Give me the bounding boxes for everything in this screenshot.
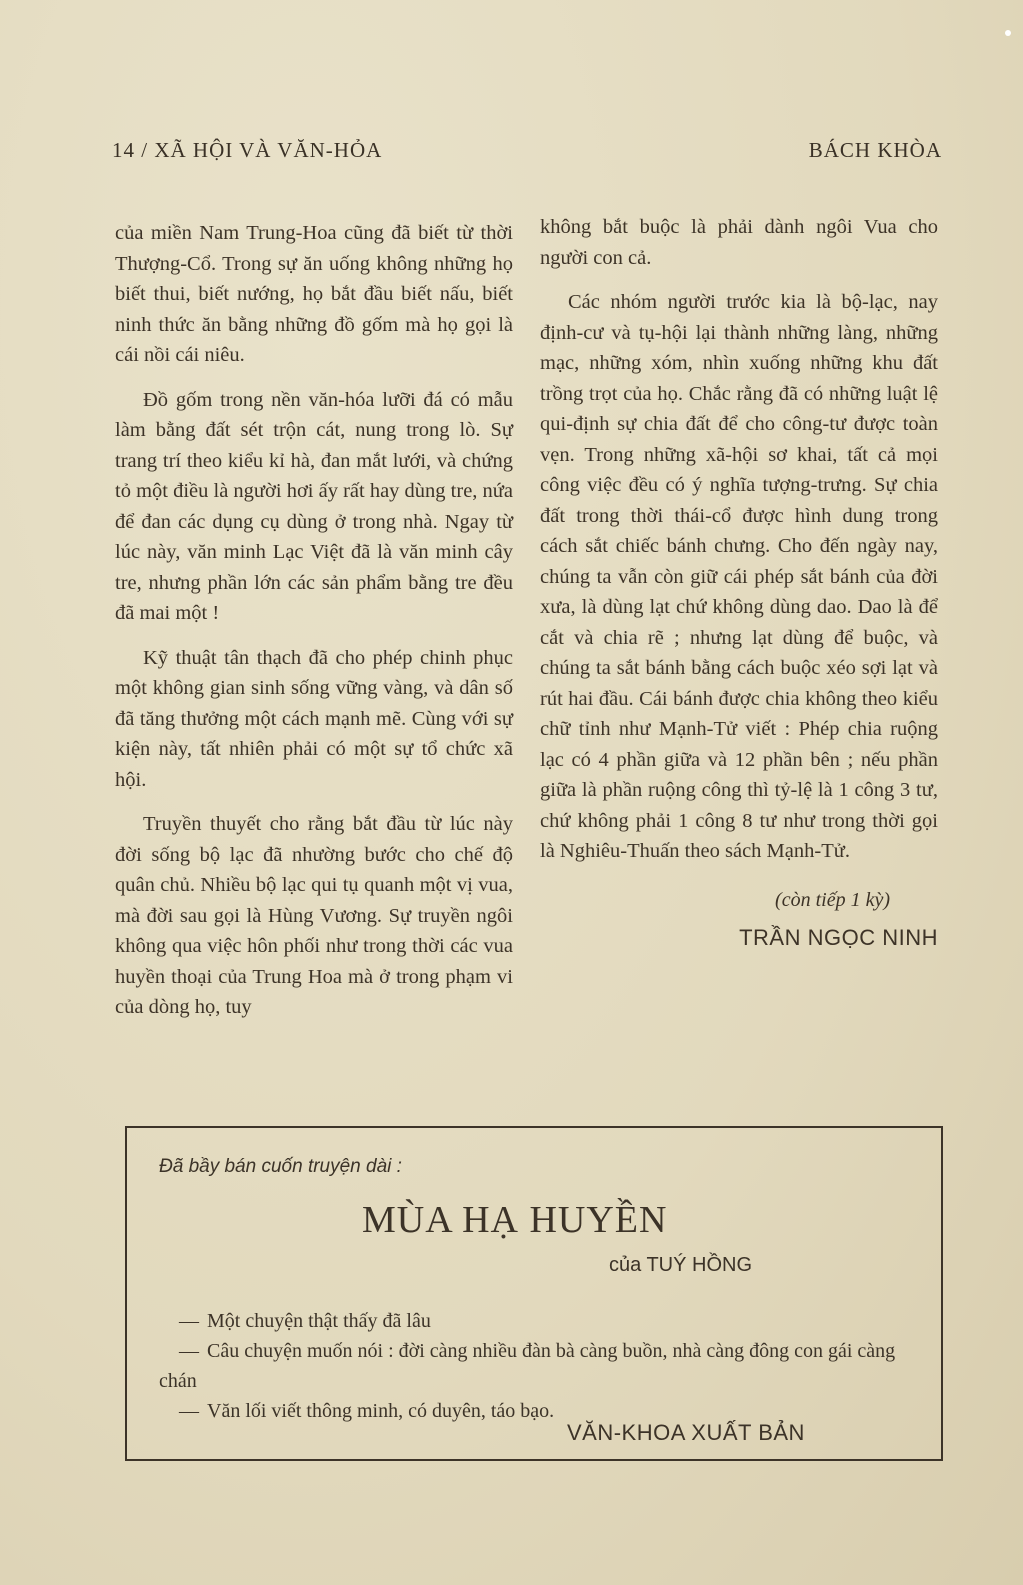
right-column	[540, 212, 938, 954]
ad-book-title: MÙA HẠ HUYỀN	[362, 1199, 668, 1241]
paragraph: Kỹ thuật tân thạch đã cho phép chinh phục một không gian sinh sống vững vàng, và dân số đã tăng thưởng một cách mạnh mẽ. Cùng với sự kiện này, tất nhiên phải có một sự tổ chức xã hội.	[115, 646, 513, 791]
author-name: TRẦN NGỌC NINH	[739, 925, 938, 950]
paragraph: Đồ gốm trong nền văn-hóa lưỡi đá có mẫu làm bằng đất sét trộn cát, nung trong lò. Sự trang trí theo kiểu kỉ hà, đan mắt lưới, và chứng tỏ một điều là người hơi ấy rất hay dùng tre, nứa để đan các dụng cụ dùng ở trong nhà. Ngay từ lúc này, văn minh Lạc Việt đã là văn minh cây tre, nhưng phần lớn các sản phẩm bằng tre đều đã mai một !	[115, 388, 514, 624]
dash-icon: —	[179, 1400, 199, 1422]
header-magazine-name: BÁCH KHÒA	[808, 138, 942, 162]
ad-description	[159, 1306, 919, 1426]
header-section-title: 14 / XÃ HỘI VÀ VĂN-HỎA	[112, 138, 383, 162]
ad-line	[159, 1336, 919, 1396]
paper-speck	[1005, 30, 1011, 36]
ad-line	[159, 1396, 919, 1426]
ad-line	[159, 1306, 919, 1336]
ad-line-text: Một chuyện thật thấy đã lâu	[207, 1310, 431, 1332]
book-advertisement	[125, 1126, 943, 1461]
continuation-note: (còn tiếp 1 kỳ)	[775, 888, 890, 911]
dash-icon: —	[179, 1310, 199, 1332]
page-header	[112, 138, 942, 178]
ad-byline: của TUÝ HỒNG	[609, 1254, 752, 1276]
ad-publisher: VĂN-KHOA XUẤT BẢN	[567, 1420, 805, 1445]
left-column	[115, 218, 513, 1037]
paragraph: Truyền thuyết cho rằng bắt đầu từ lúc này đời sống bộ lạc đã nhường bước cho chế độ quân chủ. Nhiều bộ lạc qui tụ quanh một vị vua, mà đời sau gọi là Hùng Vương. Sự truyền ngôi không qua việc hôn phối như trong thời các vua huyền thoại của Trung Hoa mà ở trong phạm vi của dòng họ, tuy	[115, 813, 513, 1018]
paragraph: không bắt buộc là phải dành ngôi Vua cho người con cả.	[540, 216, 938, 269]
paragraph: của miền Nam Trung-Hoa cũng đã biết từ thời Thượng-Cổ. Trong sự ăn uống không những họ biết thui, biết nướng, họ bắt đầu biết nấu, biết ninh thức ăn bằng những đồ gốm mà họ gọi là cái nồi cái niêu.	[115, 222, 513, 366]
dash-icon: —	[179, 1340, 199, 1362]
ad-intro: Đã bầy bán cuốn truyện dài :	[159, 1156, 402, 1177]
ad-line-text: Văn lối viết thông minh, có duyên, táo bạo.	[207, 1400, 555, 1422]
paragraph: Các nhóm người trước kia là bộ-lạc, nay định-cư và tụ-hội lại thành những làng, những mạc, những xóm, nhìn xuống những khu đất trồng trọt của họ. Chắc rằng đã có những luật lệ qui-định sự chia đất để cho công-tư được toàn vẹn. Trong những xã-hội sơ khai, tất cả mọi công việc đều có ý nghĩa tượng-trưng. Sự chia đất trong thời thái-cổ được hình dung trong cách sắt chiếc bánh chưng. Cho đến ngày nay, chúng ta vẫn còn giữ cái phép sắt bánh của đời xưa, là dùng lạt chứ không dùng dao. Dao là để cắt và chia rẽ ; nhưng lạt dùng để buộc, và chúng ta sắt bánh bằng cách buộc xéo sợi lạt và rút hai đầu. Cái bánh được chia không theo kiểu chữ tỉnh như Mạnh-Tử viết : Phép chia ruộng lạc có 4 phần giữa và 12 phần bên ; nếu phần giữa là phần ruộng công thì tỷ-lệ là 1 công 3 tư, chứ không phải 1 công 8 tư như trong thời gọi là Nghiêu-Thuấn theo sách Mạnh-Tử.	[540, 291, 938, 862]
ad-line-text: Câu chuyện muốn nói : đời càng nhiều đàn bà càng buồn, nhà càng đông con gái càng chán	[159, 1340, 896, 1392]
